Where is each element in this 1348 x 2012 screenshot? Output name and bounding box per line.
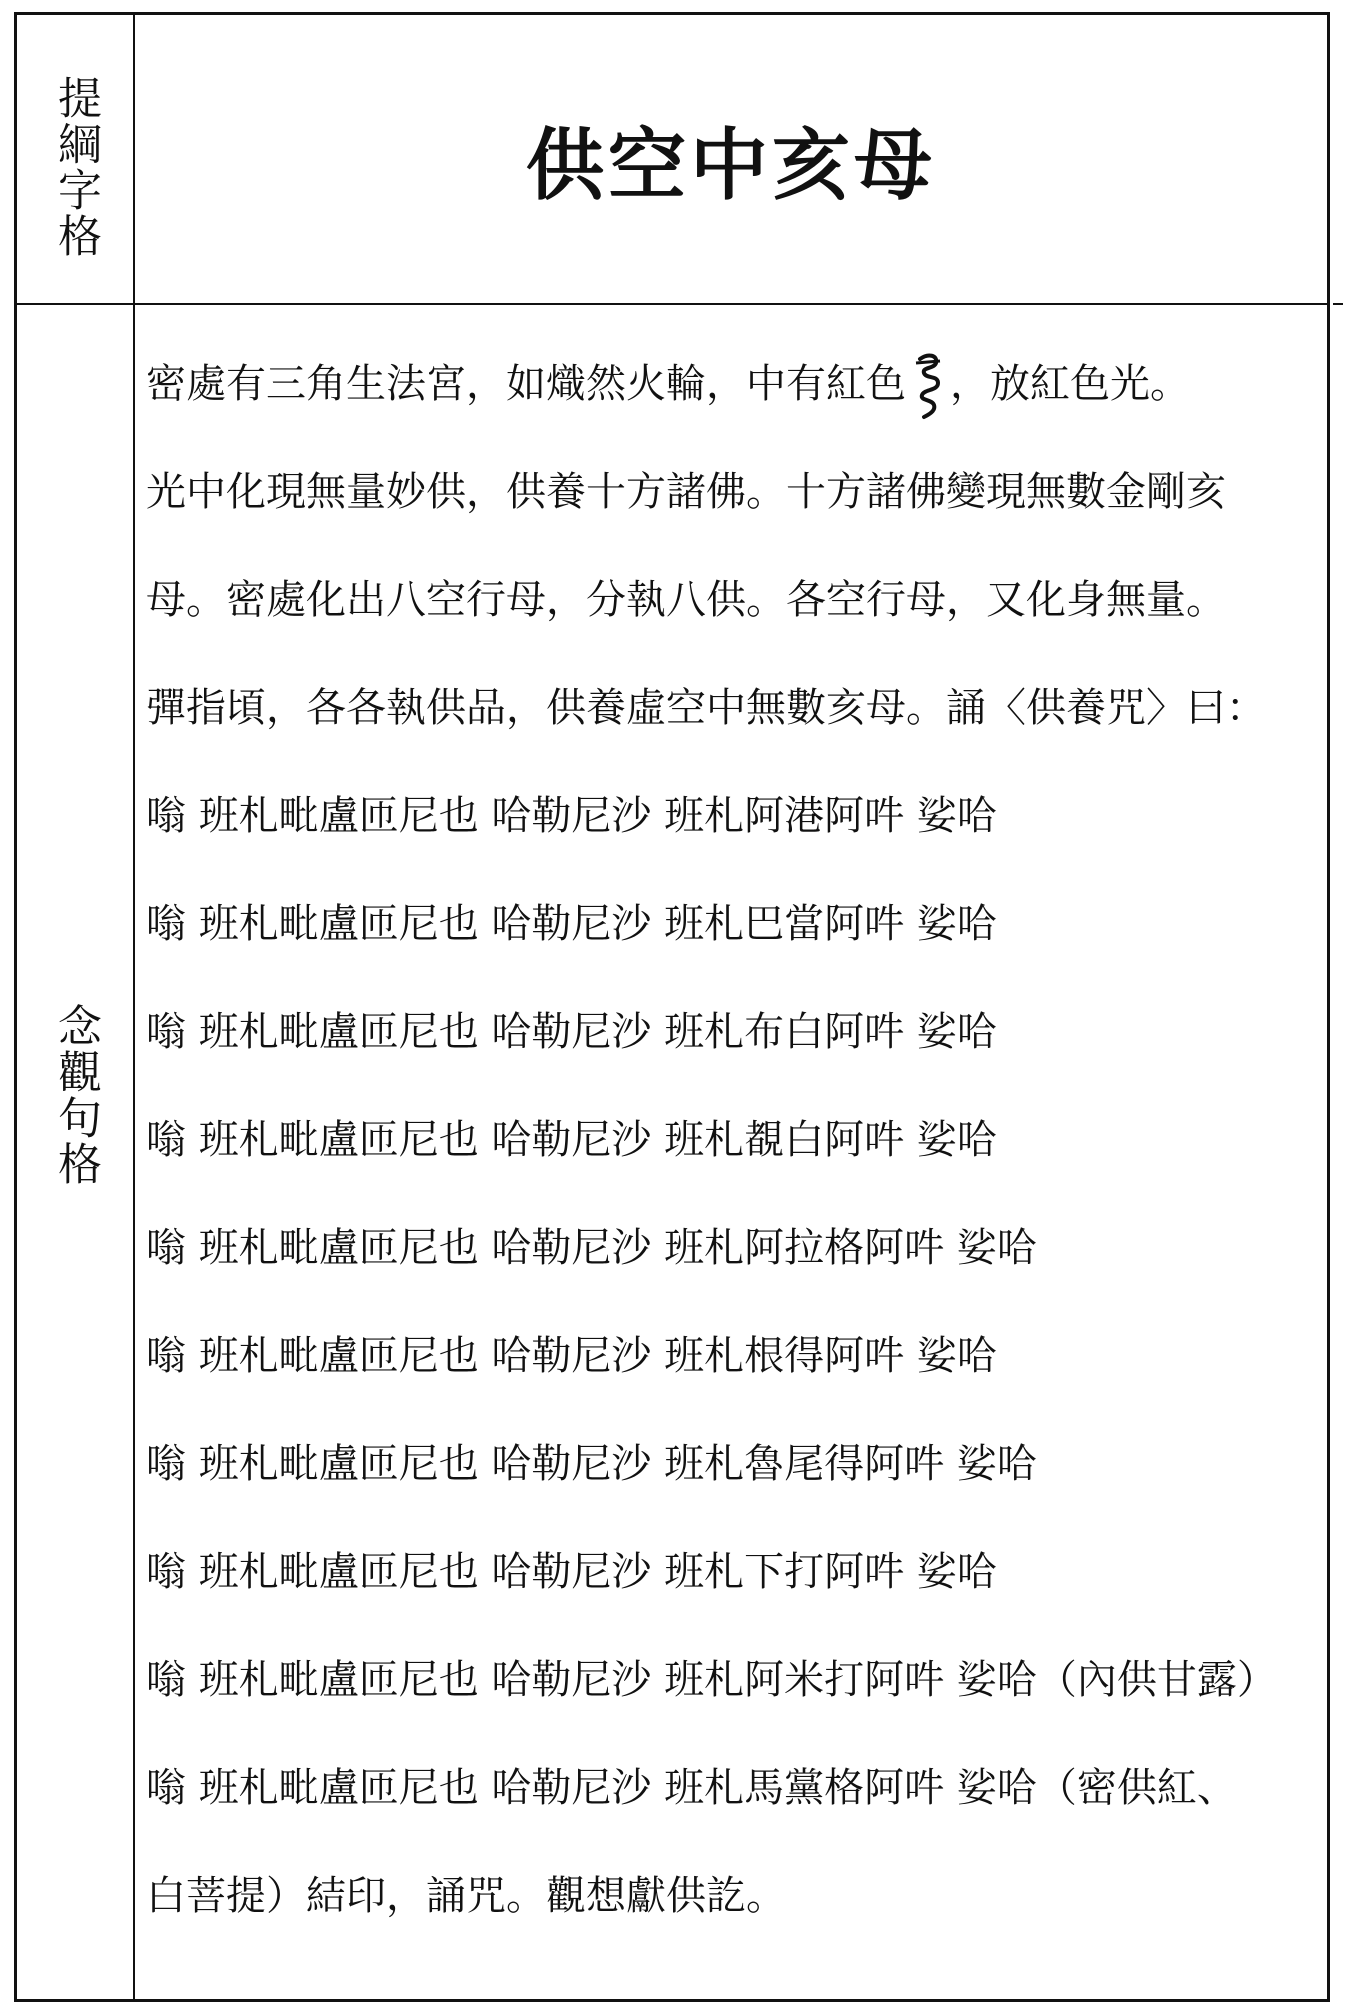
- mantra-line: 嗡 班札毗盧匝尼也 哈勒尼沙 班札布白阿吽 娑哈: [146, 1009, 997, 1055]
- seed-syllable-icon: [908, 349, 948, 423]
- intro-line: 母。密處化出八空行母，分執八供。各空行母，又化身無量。: [146, 577, 1226, 623]
- intro-text-before: 密處有三角生法宮，如熾然火輪，中有紅色: [146, 361, 906, 407]
- row-divider-extension: [1333, 303, 1343, 305]
- recitation-label: 念觀句格: [50, 1003, 101, 1187]
- mantra-line: 嗡 班札毗盧匝尼也 哈勒尼沙 班札巴當阿吽 娑哈: [146, 901, 997, 947]
- intro-line: 彈指頃，各各執供品，供養虛空中無數亥母。誦〈供養咒〉曰：: [146, 685, 1266, 731]
- closing-line: 白菩提）結印，誦咒。觀想獻供訖。: [146, 1873, 786, 1919]
- mantra-line: 嗡 班札毗盧匝尼也 哈勒尼沙 班札根得阿吽 娑哈: [146, 1333, 997, 1379]
- mantra-line: 嗡 班札毗盧匝尼也 哈勒尼沙 班札覩白阿吽 娑哈: [146, 1117, 997, 1163]
- column-divider: [133, 15, 135, 1999]
- mantra-line: 嗡 班札毗盧匝尼也 哈勒尼沙 班札馬黨格阿吽 娑哈（密供紅、: [146, 1765, 1237, 1811]
- mantra-line: 嗡 班札毗盧匝尼也 哈勒尼沙 班札阿拉格阿吽 娑哈: [146, 1225, 1037, 1271]
- body-text: [146, 330, 1306, 1950]
- page-title: 供空中亥母: [525, 120, 936, 211]
- mantra-line: 嗡 班札毗盧匝尼也 哈勒尼沙 班札阿港阿吽 娑哈: [146, 793, 997, 839]
- mantra-line: 嗡 班札毗盧匝尼也 哈勒尼沙 班札魯尾得阿吽 娑哈: [146, 1441, 1037, 1487]
- row-divider: [17, 303, 1327, 305]
- mantra-line: 嗡 班札毗盧匝尼也 哈勒尼沙 班札下打阿吽 娑哈: [146, 1549, 997, 1595]
- intro-text-after: ，放紅色光。: [950, 361, 1190, 407]
- intro-line: [146, 330, 1306, 438]
- intro-line: 光中化現無量妙供，供養十方諸佛。十方諸佛變現無數金剛亥: [146, 469, 1226, 515]
- outline-label: 提綱字格: [50, 75, 101, 259]
- mantra-line: 嗡 班札毗盧匝尼也 哈勒尼沙 班札阿米打阿吽 娑哈（內供甘露）: [146, 1657, 1277, 1703]
